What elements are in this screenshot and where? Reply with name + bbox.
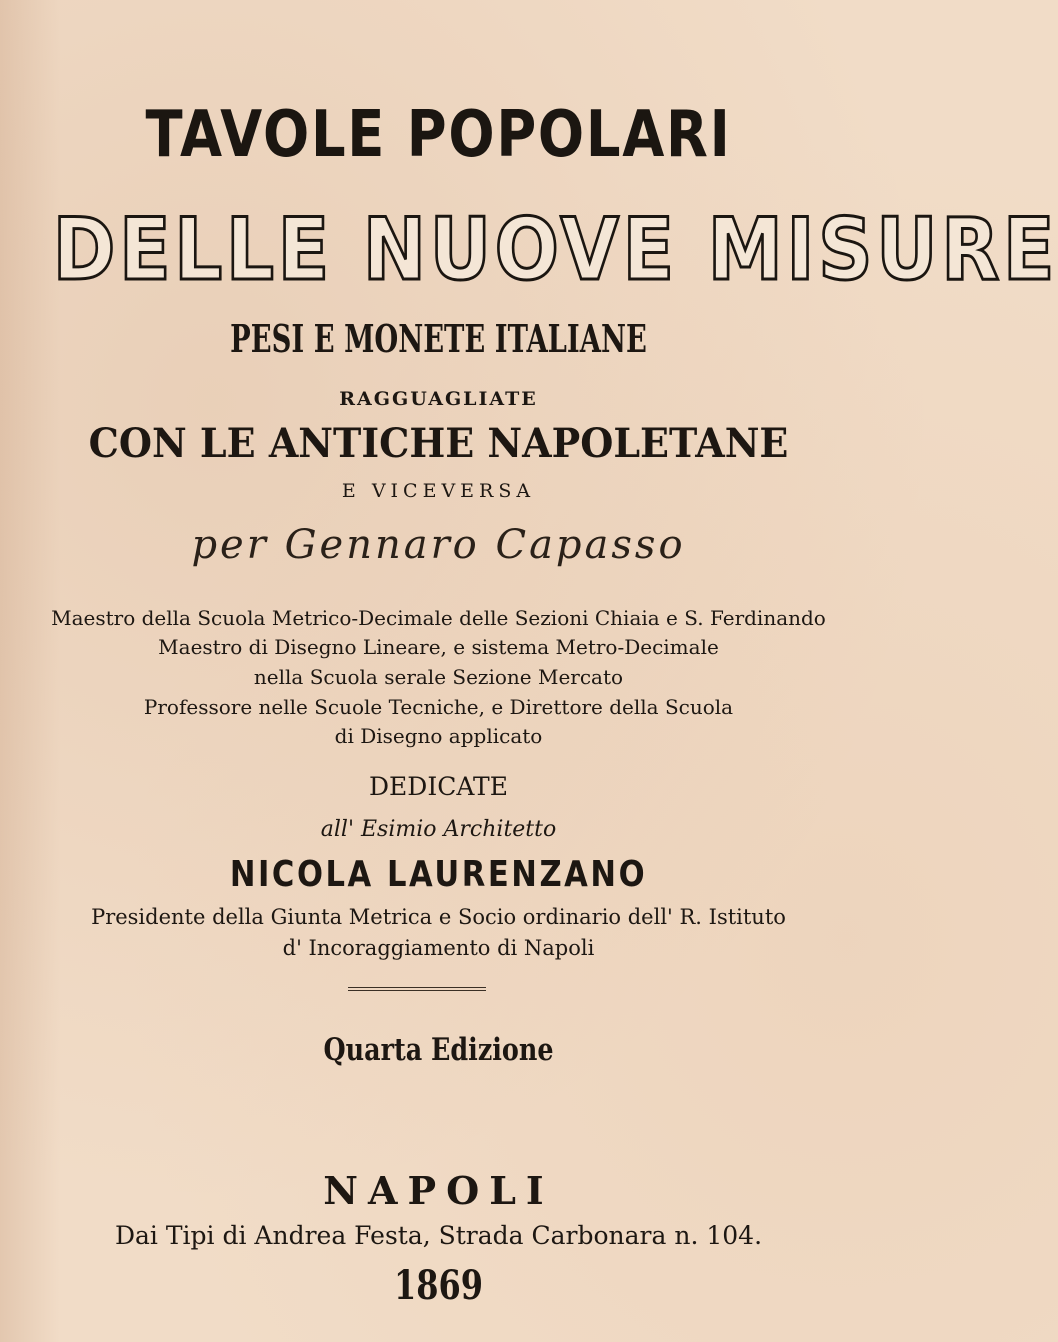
dedicatee-credential: d' Incoraggiamento di Napoli — [282, 936, 595, 960]
divider-rule — [348, 987, 486, 991]
printer: Dai Tipi di Andrea Festa, Strada Carbonara n. 104. — [114, 1221, 763, 1250]
title-line-2: DELLE NUOVE MISURE — [52, 200, 1058, 300]
dedication-to: all' Esimio Architetto — [320, 817, 557, 842]
dedicatee-name: NICOLA LAURENZANO — [229, 854, 648, 895]
title-line-3: PESI E MONETE ITALIANE — [230, 316, 647, 361]
edition: Quarta Edizione — [323, 1032, 554, 1068]
subtitle-viceversa: E VICEVERSA — [341, 480, 536, 502]
author-credential: Professore nelle Scuole Tecniche, e Direttore della Scuola — [143, 695, 734, 719]
author-credential: Maestro della Scuola Metrico-Decimale delle Sezioni Chiaia e S. Ferdinando — [51, 606, 826, 630]
author-credential: Maestro di Disegno Lineare, e sistema Metro-Decimale — [158, 635, 719, 659]
dedication-heading: DEDICATE — [369, 772, 508, 801]
subtitle-ragguagliate: RAGGUAGLIATE — [339, 388, 538, 410]
author-credential: nella Scuola serale Sezione Mercato — [253, 665, 624, 689]
dedicatee-credential: Presidente della Giunta Metrica e Socio ordinario dell' R. Istituto — [91, 905, 786, 929]
subtitle-antiche-napoletane: CON LE ANTICHE NAPOLETANE — [88, 420, 789, 467]
year: 1869 — [393, 1262, 484, 1309]
author-signature: per Gennaro Capasso — [191, 522, 686, 568]
title-line-1: TAVOLE POPOLARI — [145, 98, 732, 172]
author-credential: di Disegno applicato — [334, 724, 543, 748]
city: NAPOLI — [323, 1168, 554, 1213]
